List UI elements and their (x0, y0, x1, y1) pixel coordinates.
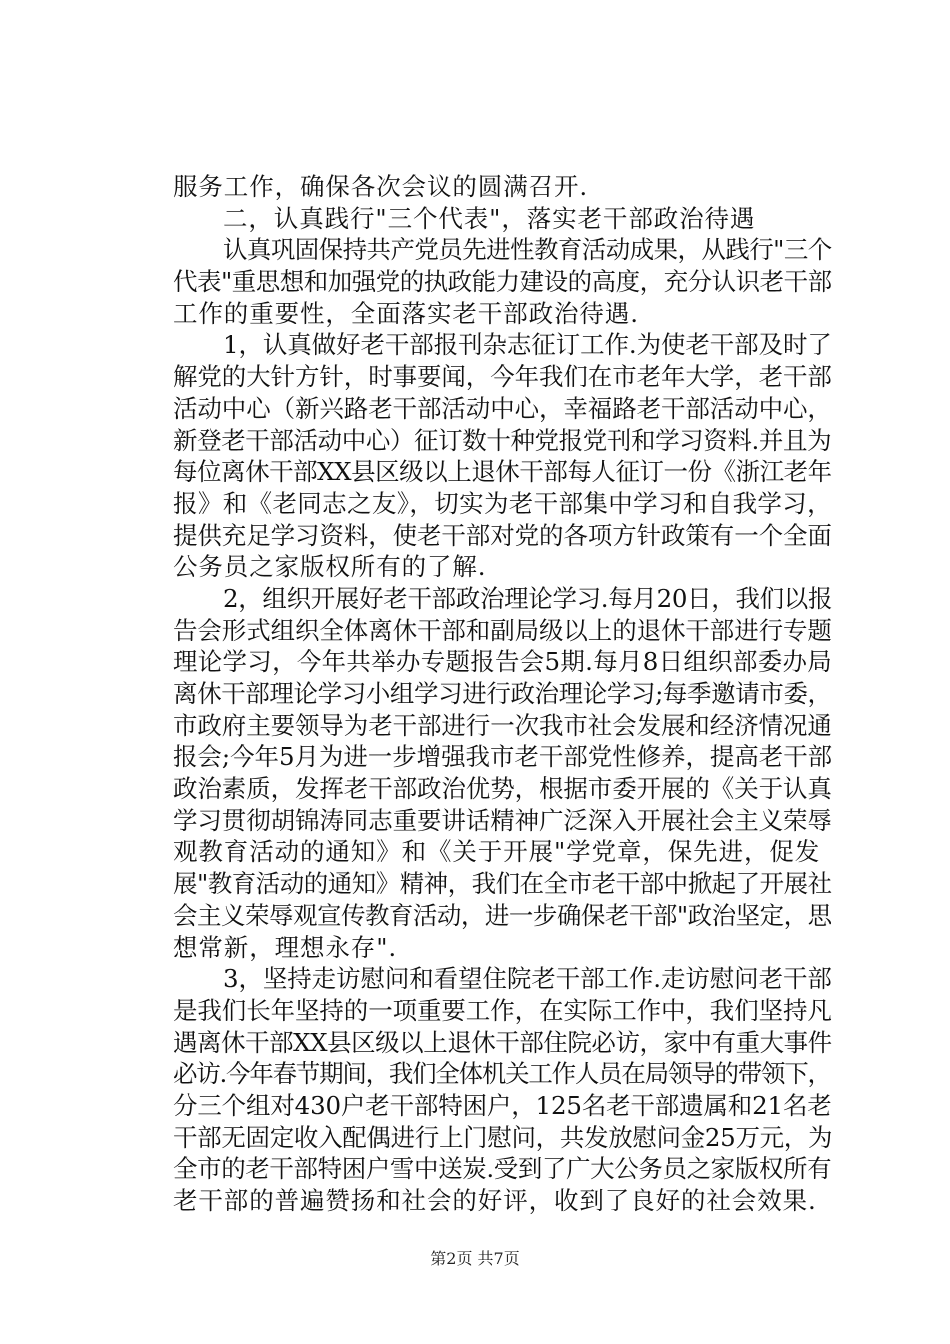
text-line: 每位离休干部XX县区级以上退休干部每人征订一份《浙江老年 (173, 457, 832, 487)
text-line: 认真巩固保持共产党员先进性教育活动成果，从践行"三个 (223, 235, 832, 265)
text-line: 2，组织开展好老干部政治理论学习.每月20日，我们以报 (223, 583, 833, 613)
text-line: 观教育活动的通知》和《关于开展"学党章，保先进，促发 (173, 837, 821, 867)
text-line: 代表"重思想和加强党的执政能力建设的高度，充分认识老干部 (173, 267, 832, 297)
text-line: 政治素质，发挥老干部政治优势，根据市委开展的《关于认真 (173, 774, 832, 804)
text-line: 分三个组对430户老干部特困户，125名老干部遗属和21名老 (173, 1090, 832, 1120)
text-line: 干部无固定收入配偶进行上门慰问，共发放慰问金25万元，为 (173, 1122, 833, 1152)
text-line: 公务员之家版权所有的了解. (173, 552, 487, 582)
text-line: 解党的大针方针，时事要闻，今年我们在市老年大学，老干部 (173, 362, 832, 392)
text-line: 服务工作，确保各次会议的圆满召开. (173, 172, 589, 201)
text-line: 工作的重要性，全面落实老干部政治待遇. (173, 298, 639, 328)
text-line: 展"教育活动的通知》精神，我们在全市老干部中掀起了开展社 (173, 869, 832, 899)
text-line: 会主义荣辱观宣传教育活动，进一步确保老干部"政治坚定，思 (173, 900, 832, 930)
text-line: 1，认真做好老干部报刊杂志征订工作.为使老干部及时了 (223, 330, 832, 360)
text-line: 提供充足学习资料，使老干部对党的各项方针政策有一个全面 (173, 520, 832, 550)
text-line: 告会形式组织全体离休干部和副局级以上的退休干部进行专题 (173, 615, 832, 645)
document-body (173, 171, 833, 1217)
text-line: 想常新，理想永存". (173, 932, 398, 962)
text-line: 老干部的普遍赞扬和社会的好评，收到了良好的社会效果. (173, 1186, 817, 1215)
text-line: 离休干部理论学习小组学习进行政治理论学习;每季邀请市委， (173, 679, 832, 708)
text-line: 是我们长年坚持的一项重要工作，在实际工作中，我们坚持凡 (173, 995, 832, 1025)
text-line: 报会;今年5月为进一步增强我市老干部党性修养，提高老干部 (173, 742, 833, 772)
text-line: 理论学习，今年共举办专题报告会5期.每月8日组织部委办局 (173, 647, 833, 677)
text-line: 报》和《老同志之友》，切实为老干部集中学习和自我学习， (173, 488, 833, 518)
text-line: 新登老干部活动中心）征订数十种党报党刊和学习资料.并且为 (173, 425, 832, 455)
text-line: 市政府主要领导为老干部进行一次我市社会发展和经济情况通 (173, 710, 832, 740)
text-line: 活动中心（新兴路老干部活动中心，幸福路老干部活动中心， (173, 393, 832, 423)
text-line: 必访.今年春节期间，我们全体机关工作人员在局领导的带领下， (173, 1059, 831, 1089)
text-line: 学习贯彻胡锦涛同志重要讲话精神广泛深入开展社会主义荣辱 (173, 805, 832, 835)
page-footer: 第2页 共7页 (430, 1249, 520, 1268)
text-line: 二，认真践行"三个代表"，落实老干部政治待遇 (223, 203, 756, 233)
text-line: 全市的老干部特困户雪中送炭.受到了广大公务员之家版权所有 (173, 1154, 832, 1184)
text-line: 3，坚持走访慰问和看望住院老干部工作.走访慰问老干部 (223, 964, 832, 994)
text-line: 遇离休干部XX县区级以上退休干部住院必访，家中有重大事件 (173, 1027, 832, 1057)
